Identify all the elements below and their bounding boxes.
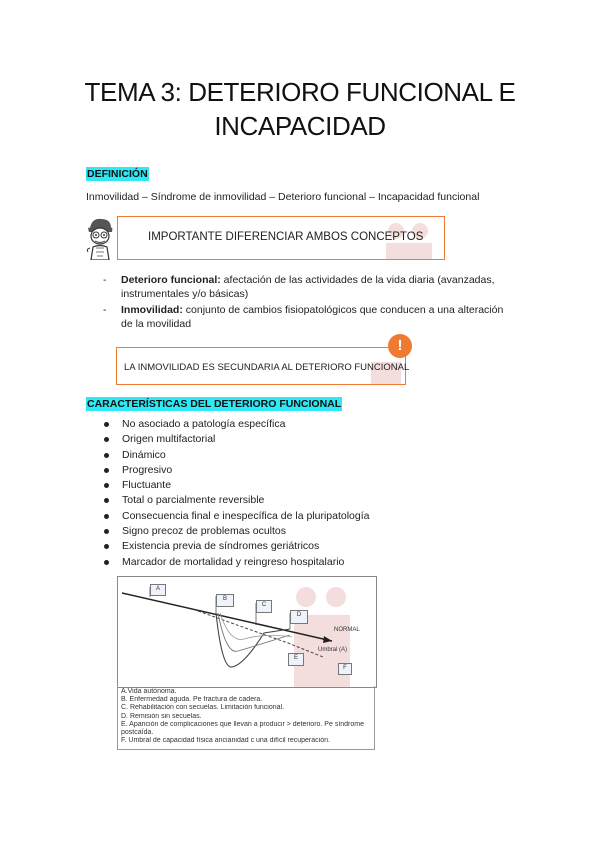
list-item: Fluctuante: [104, 478, 484, 493]
list-item: Consecuencia final e inespecífica de la pluripatología: [104, 509, 484, 524]
list-item-text: afectación de las actividades de la vida diaria (avanzadas, instrumentales y/o básicas): [121, 274, 495, 300]
legend-item: C. Rehabilitación con secuelas. Limitación funcional.: [121, 704, 285, 712]
list-item: - Deterioro funcional: afectación de las actividades de la vida diaria (avanzadas, instrumentales y/o básicas): [103, 274, 495, 300]
deterioro-diagram: [117, 576, 377, 688]
flag-b: B: [216, 594, 234, 607]
flag-a: A: [150, 584, 166, 596]
thinking-character-icon: [84, 216, 116, 260]
flag-c: C: [256, 600, 272, 613]
list-item: Origen multifactorial: [104, 432, 484, 447]
page-title-line2: INCAPACIDAD: [214, 111, 386, 141]
legend-item: E. Aparición de complicaciones que llevan a producir > deterioro. Pe síndrome postcaída.: [121, 720, 364, 737]
caracteristicas-heading-text: CARACTERÍSTICAS DEL DETERIORO FUNCIONAL: [87, 398, 342, 410]
list-item: - Inmovilidad: conjunto de cambios fisiopatológicos que conducen a una alteración de la movilidad: [103, 304, 504, 330]
flag-f: F: [338, 663, 352, 675]
list-item: No asociado a patología específica: [104, 417, 484, 432]
important-box: [117, 216, 445, 260]
list-item-term: Deterioro funcional:: [121, 274, 221, 286]
definicion-heading: [86, 166, 149, 181]
important-box-text: IMPORTANTE DIFERENCIAR AMBOS CONCEPTOS: [148, 231, 424, 243]
note-box: [116, 347, 410, 385]
legend-item: A.Vida autónoma.: [121, 688, 177, 695]
alert-icon: !: [388, 334, 412, 358]
list-item: Signo precoz de problemas ocultos: [104, 524, 484, 539]
note-box-text: LA INMOVILIDAD ES SECUNDARIA AL DETERIORO FUNCIONAL: [124, 362, 410, 373]
definicion-heading-text: DEFINICIÓN: [87, 168, 148, 180]
flag-d: D: [290, 610, 308, 624]
definicion-list: [103, 273, 513, 333]
legend-item: F. Umbral de capacidad física ancianidad c una difícil recuperación.: [121, 737, 330, 745]
list-item: Progresivo: [104, 463, 484, 478]
page-title-line1: TEMA 3: DETERIORO FUNCIONAL E: [84, 77, 516, 107]
diagram-legend: [117, 686, 375, 750]
legend-item: B. Enfermedad aguda. Pe fractura de cadera.: [121, 696, 263, 704]
list-item-term: Inmovilidad:: [121, 304, 183, 316]
caracteristicas-list: [104, 417, 484, 570]
list-item-text: conjunto de cambios fisiopatológicos que conducen a una alteración de la movilidad: [121, 304, 504, 330]
definicion-terms: Inmovilidad – Síndrome de inmovilidad – Deterioro funcional – Incapacidad funcional: [86, 191, 480, 203]
list-item: Marcador de mortalidad y reingreso hospitalario: [104, 555, 484, 570]
umbral-label: Umbral (A): [318, 647, 348, 653]
list-item: Dinámico: [104, 448, 484, 463]
caracteristicas-heading: [86, 396, 342, 411]
list-item: Existencia previa de síndromes geriátricos: [104, 539, 484, 554]
normal-label: NORMAL: [334, 627, 360, 633]
flag-e: E: [288, 653, 304, 666]
legend-item: D. Remisión sin secuelas.: [121, 712, 202, 720]
list-item: Total o parcialmente reversible: [104, 493, 484, 508]
